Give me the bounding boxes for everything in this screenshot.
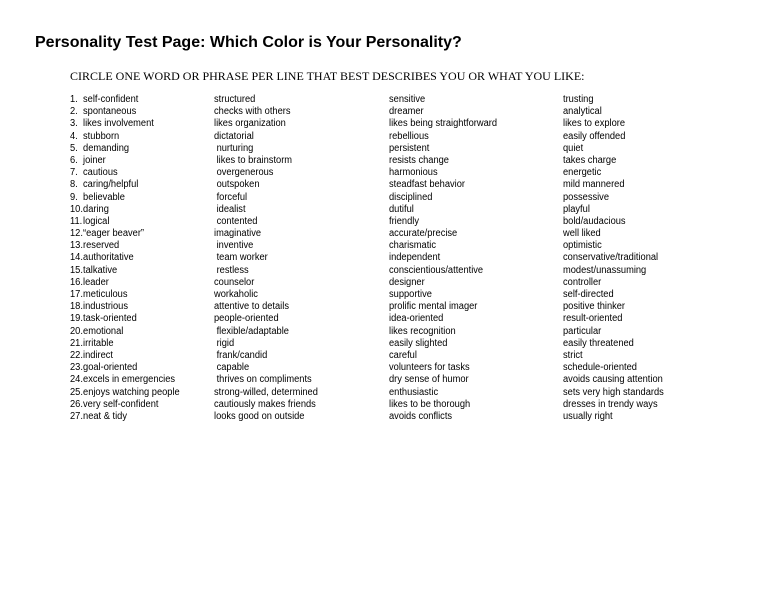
word-option[interactable]: sets very high standards xyxy=(563,386,664,398)
list-item[interactable] xyxy=(214,118,318,130)
list-item[interactable] xyxy=(389,362,497,374)
list-item[interactable] xyxy=(214,192,318,204)
word-option[interactable]: logical xyxy=(83,215,110,227)
word-option[interactable]: meticulous xyxy=(83,289,128,300)
list-item[interactable] xyxy=(389,204,497,216)
word-option[interactable]: cautiously makes friends xyxy=(214,398,316,410)
list-item[interactable] xyxy=(563,106,664,118)
list-item[interactable] xyxy=(389,350,497,362)
word-option[interactable]: reserved xyxy=(83,240,120,252)
list-item[interactable] xyxy=(563,240,664,252)
line-number: 23. xyxy=(70,362,83,374)
word-option[interactable]: very self-confident xyxy=(83,398,159,410)
word-option[interactable]: counselor xyxy=(214,276,255,288)
word-option[interactable]: thrives on compliments xyxy=(214,374,312,386)
word-option[interactable]: inventive xyxy=(214,240,254,252)
word-option[interactable]: particular xyxy=(563,325,602,337)
list-item[interactable] xyxy=(563,118,664,130)
list-item[interactable] xyxy=(563,228,664,240)
list-item[interactable] xyxy=(563,265,664,277)
word-option[interactable]: overgenerous xyxy=(214,167,274,179)
word-option[interactable]: authoritative xyxy=(83,252,134,264)
list-item[interactable] xyxy=(563,326,664,338)
word-column-4 xyxy=(563,94,671,423)
word-option[interactable]: likes involvement xyxy=(83,118,154,130)
list-item[interactable] xyxy=(389,118,497,130)
word-option[interactable]: likes to be thorough xyxy=(389,398,471,410)
word-option[interactable]: disciplined xyxy=(389,191,433,203)
list-item[interactable] xyxy=(389,228,497,240)
word-option[interactable]: controller xyxy=(563,276,602,288)
word-option[interactable]: cautious xyxy=(83,167,118,179)
word-option[interactable]: forceful xyxy=(214,191,248,203)
list-item[interactable] xyxy=(214,277,318,289)
word-option[interactable]: task-oriented xyxy=(83,313,137,325)
word-option[interactable]: well liked xyxy=(563,228,601,240)
list-item[interactable] xyxy=(389,411,497,423)
line-number: 22. xyxy=(70,349,83,361)
word-option[interactable]: trusting xyxy=(563,94,594,105)
word-option[interactable]: idea-oriented xyxy=(389,313,444,325)
list-item[interactable] xyxy=(214,240,318,252)
word-option[interactable]: dutiful xyxy=(389,203,414,215)
list-item[interactable] xyxy=(70,118,180,130)
list-item[interactable] xyxy=(214,155,318,167)
word-option[interactable]: resists change xyxy=(389,154,449,166)
list-item[interactable] xyxy=(563,192,664,204)
word-option[interactable]: spontaneous xyxy=(83,106,137,118)
list-item[interactable] xyxy=(214,411,318,423)
list-item[interactable] xyxy=(214,338,318,350)
list-item[interactable] xyxy=(70,167,180,179)
line-number: 13. xyxy=(70,240,83,252)
word-option[interactable]: leader xyxy=(83,276,109,288)
word-option[interactable]: rebellious xyxy=(389,130,429,142)
list-item[interactable] xyxy=(563,204,664,216)
list-item[interactable] xyxy=(70,301,180,313)
list-item[interactable] xyxy=(389,277,497,289)
list-item[interactable] xyxy=(214,167,318,179)
word-option[interactable]: looks good on outside xyxy=(214,410,305,422)
word-option[interactable]: idealist xyxy=(214,203,246,215)
line-number: 2. xyxy=(70,106,78,118)
list-item[interactable] xyxy=(563,338,664,350)
word-option[interactable]: prolific mental imager xyxy=(389,301,478,313)
list-item[interactable] xyxy=(70,106,180,118)
list-item[interactable] xyxy=(214,326,318,338)
line-number: 16. xyxy=(70,276,83,288)
word-option[interactable]: possessive xyxy=(563,191,610,203)
page-title: Personality Test Page: Which Color is Your Personality? xyxy=(35,34,462,51)
word-option[interactable]: attentive to details xyxy=(214,301,289,313)
word-option[interactable]: steadfast behavior xyxy=(389,179,465,191)
list-item[interactable] xyxy=(389,399,497,411)
line-number: 7. xyxy=(70,167,78,179)
list-item[interactable] xyxy=(214,204,318,216)
word-option[interactable]: likes to explore xyxy=(563,118,626,130)
list-item[interactable] xyxy=(563,131,664,143)
list-item[interactable] xyxy=(563,313,664,325)
word-option[interactable]: avoids conflicts xyxy=(389,410,453,422)
word-option[interactable]: checks with others xyxy=(214,106,291,118)
word-option[interactable]: dresses in trendy ways xyxy=(563,398,658,410)
word-option[interactable]: accurate/precise xyxy=(389,228,458,240)
word-option[interactable]: volunteers for tasks xyxy=(389,362,470,374)
list-item[interactable] xyxy=(214,252,318,264)
word-option[interactable]: strict xyxy=(563,349,583,361)
list-item[interactable] xyxy=(214,301,318,313)
list-item[interactable] xyxy=(389,143,497,155)
list-item[interactable] xyxy=(389,179,497,191)
list-item[interactable] xyxy=(70,399,180,411)
word-option[interactable]: persistent xyxy=(389,142,430,154)
word-option[interactable]: flexible/adaptable xyxy=(214,325,289,337)
list-item[interactable] xyxy=(70,411,180,423)
line-number: 11. xyxy=(70,215,83,227)
word-option[interactable]: quiet xyxy=(563,142,584,154)
word-option[interactable]: enjoys watching people xyxy=(83,386,180,398)
line-number: 5. xyxy=(70,142,78,154)
line-number: 9. xyxy=(70,191,78,203)
word-option[interactable]: daring xyxy=(83,203,109,215)
list-item[interactable] xyxy=(389,289,497,301)
list-item[interactable] xyxy=(70,350,180,362)
word-option[interactable]: strong-willed, determined xyxy=(214,386,318,398)
word-option[interactable]: positive thinker xyxy=(563,301,626,313)
list-item[interactable] xyxy=(70,265,180,277)
list-item[interactable] xyxy=(70,252,180,264)
word-option[interactable]: “eager beaver” xyxy=(83,228,145,240)
word-option[interactable]: easily threatened xyxy=(563,337,634,349)
line-number: 18. xyxy=(70,301,83,313)
word-option[interactable]: contented xyxy=(214,215,258,227)
list-item[interactable] xyxy=(563,252,664,264)
list-item[interactable] xyxy=(563,216,664,228)
list-item[interactable] xyxy=(70,155,180,167)
word-option[interactable]: indirect xyxy=(83,349,114,361)
word-option[interactable]: independent xyxy=(389,252,441,264)
list-item[interactable] xyxy=(214,131,318,143)
word-option[interactable]: talkative xyxy=(83,264,118,276)
list-item[interactable] xyxy=(389,155,497,167)
line-number: 25. xyxy=(70,386,83,398)
line-number: 15. xyxy=(70,264,83,276)
word-option[interactable]: takes charge xyxy=(563,154,617,166)
list-item[interactable] xyxy=(563,143,664,155)
list-item[interactable] xyxy=(70,240,180,252)
list-item[interactable] xyxy=(563,301,664,313)
line-number: 24. xyxy=(70,374,83,386)
list-item[interactable] xyxy=(70,228,180,240)
word-option[interactable]: caring/helpful xyxy=(83,179,139,191)
list-item[interactable] xyxy=(389,338,497,350)
list-item[interactable] xyxy=(563,289,664,301)
list-item[interactable] xyxy=(70,387,180,399)
word-option[interactable]: designer xyxy=(389,276,425,288)
word-option[interactable]: frank/candid xyxy=(214,349,268,361)
list-item[interactable] xyxy=(563,374,664,386)
word-option[interactable]: result-oriented xyxy=(563,313,623,325)
list-item[interactable] xyxy=(563,167,664,179)
line-number: 3. xyxy=(70,118,78,130)
word-option[interactable]: careful xyxy=(389,349,417,361)
line-number: 20. xyxy=(70,325,83,337)
word-option[interactable]: goal-oriented xyxy=(83,362,138,374)
word-option[interactable]: easily offended xyxy=(563,130,626,142)
line-number: 12. xyxy=(70,228,83,240)
word-option[interactable]: conscientious/attentive xyxy=(389,264,484,276)
word-option[interactable]: imaginative xyxy=(214,228,262,240)
list-item[interactable] xyxy=(70,362,180,374)
word-option[interactable]: excels in emergencies xyxy=(83,374,176,386)
word-option[interactable]: dictatorial xyxy=(214,130,254,142)
line-number: 17. xyxy=(70,289,83,300)
line-number: 19. xyxy=(70,313,83,325)
word-option[interactable]: demanding xyxy=(83,142,130,154)
word-option[interactable]: workaholic xyxy=(214,289,258,300)
list-item[interactable] xyxy=(70,179,180,191)
word-option[interactable]: likes being straightforward xyxy=(389,118,498,130)
list-item[interactable] xyxy=(214,143,318,155)
word-option[interactable]: sensitive xyxy=(389,94,426,105)
word-option[interactable]: irritable xyxy=(83,337,114,349)
list-item[interactable] xyxy=(70,277,180,289)
word-option[interactable]: emotional xyxy=(83,325,124,337)
list-item[interactable] xyxy=(214,94,318,106)
list-item[interactable] xyxy=(214,374,318,386)
word-column-1 xyxy=(70,94,188,423)
word-option[interactable]: supportive xyxy=(389,289,432,300)
list-item[interactable] xyxy=(563,399,664,411)
word-option[interactable]: harmonious xyxy=(389,167,438,179)
list-item[interactable] xyxy=(70,326,180,338)
list-item[interactable] xyxy=(214,350,318,362)
word-option[interactable]: avoids causing attention xyxy=(563,374,663,386)
list-item[interactable] xyxy=(563,277,664,289)
list-item[interactable] xyxy=(214,399,318,411)
line-number: 21. xyxy=(70,337,83,349)
list-item[interactable] xyxy=(214,106,318,118)
word-option[interactable]: conservative/traditional xyxy=(563,252,659,264)
word-column-2 xyxy=(214,94,326,423)
list-item[interactable] xyxy=(214,265,318,277)
list-item[interactable] xyxy=(389,106,497,118)
word-option[interactable]: industrious xyxy=(83,301,128,313)
list-item[interactable] xyxy=(563,94,664,106)
word-option[interactable]: mild mannered xyxy=(563,179,625,191)
list-item[interactable] xyxy=(389,387,497,399)
list-item[interactable] xyxy=(389,240,497,252)
word-option[interactable]: likes recognition xyxy=(389,325,456,337)
list-item[interactable] xyxy=(389,131,497,143)
word-option[interactable]: self-confident xyxy=(83,94,139,105)
list-item[interactable] xyxy=(389,252,497,264)
word-option[interactable]: friendly xyxy=(389,215,419,227)
list-item[interactable] xyxy=(214,313,318,325)
line-number: 4. xyxy=(70,130,78,142)
list-item[interactable] xyxy=(70,313,180,325)
word-option[interactable]: team worker xyxy=(214,252,268,264)
word-option[interactable]: capable xyxy=(214,362,250,374)
list-item[interactable] xyxy=(563,411,664,423)
word-option[interactable]: analytical xyxy=(563,106,602,118)
list-item[interactable] xyxy=(389,94,497,106)
word-option[interactable]: nurturing xyxy=(214,142,254,154)
word-option[interactable]: bold/audacious xyxy=(563,215,626,227)
list-item[interactable] xyxy=(214,362,318,374)
list-item[interactable] xyxy=(389,192,497,204)
word-option[interactable]: schedule-oriented xyxy=(563,362,637,374)
list-item[interactable] xyxy=(214,228,318,240)
word-option[interactable]: usually right xyxy=(563,410,613,422)
word-option[interactable]: playful xyxy=(563,203,590,215)
word-option[interactable]: self-directed xyxy=(563,289,614,300)
list-item[interactable] xyxy=(563,362,664,374)
list-item[interactable] xyxy=(389,167,497,179)
word-option[interactable]: optimistic xyxy=(563,240,602,252)
list-item[interactable] xyxy=(389,313,497,325)
word-option[interactable]: enthusiastic xyxy=(389,386,439,398)
line-number: 10. xyxy=(70,203,83,215)
list-item[interactable] xyxy=(70,131,180,143)
list-item[interactable] xyxy=(563,350,664,362)
list-item[interactable] xyxy=(389,326,497,338)
word-option[interactable]: neat & tidy xyxy=(83,410,127,422)
list-item[interactable] xyxy=(70,374,180,386)
list-item[interactable] xyxy=(214,289,318,301)
list-item[interactable] xyxy=(70,94,180,106)
word-option[interactable]: rigid xyxy=(214,337,235,349)
word-option[interactable]: likes to brainstorm xyxy=(214,154,293,166)
list-item[interactable] xyxy=(214,179,318,191)
word-option[interactable]: easily slighted xyxy=(389,337,448,349)
list-item[interactable] xyxy=(70,204,180,216)
list-item[interactable] xyxy=(70,216,180,228)
line-number: 14. xyxy=(70,252,83,264)
line-number: 6. xyxy=(70,154,78,166)
list-item[interactable] xyxy=(563,155,664,167)
line-number: 27. xyxy=(70,410,83,422)
line-number: 26. xyxy=(70,398,83,410)
word-option[interactable]: dreamer xyxy=(389,106,424,118)
word-option[interactable]: dry sense of humor xyxy=(389,374,469,386)
list-item[interactable] xyxy=(214,387,318,399)
list-item[interactable] xyxy=(563,387,664,399)
list-item[interactable] xyxy=(70,338,180,350)
word-option[interactable]: people-oriented xyxy=(214,313,279,325)
word-option[interactable]: stubborn xyxy=(83,130,120,142)
word-option[interactable]: modest/unassuming xyxy=(563,264,647,276)
list-item[interactable] xyxy=(389,265,497,277)
word-option[interactable]: likes organization xyxy=(214,118,286,130)
list-item[interactable] xyxy=(70,143,180,155)
list-item[interactable] xyxy=(389,374,497,386)
line-number: 1. xyxy=(70,94,78,105)
list-item[interactable] xyxy=(70,192,180,204)
word-option[interactable]: joiner xyxy=(83,154,106,166)
word-option[interactable]: believable xyxy=(83,191,125,203)
word-column-3 xyxy=(389,94,505,423)
list-item[interactable] xyxy=(389,301,497,313)
list-item[interactable] xyxy=(70,289,180,301)
word-option[interactable]: energetic xyxy=(563,167,602,179)
word-option[interactable]: restless xyxy=(214,264,249,276)
instructions: CIRCLE ONE WORD OR PHRASE PER LINE THAT BEST DESCRIBES YOU OR WHAT YOU LIKE: xyxy=(70,69,585,83)
word-option[interactable]: structured xyxy=(214,94,256,105)
word-option[interactable]: outspoken xyxy=(214,179,260,191)
line-number: 8. xyxy=(70,179,78,191)
list-item[interactable] xyxy=(389,216,497,228)
list-item[interactable] xyxy=(563,179,664,191)
word-option[interactable]: charismatic xyxy=(389,240,437,252)
list-item[interactable] xyxy=(214,216,318,228)
